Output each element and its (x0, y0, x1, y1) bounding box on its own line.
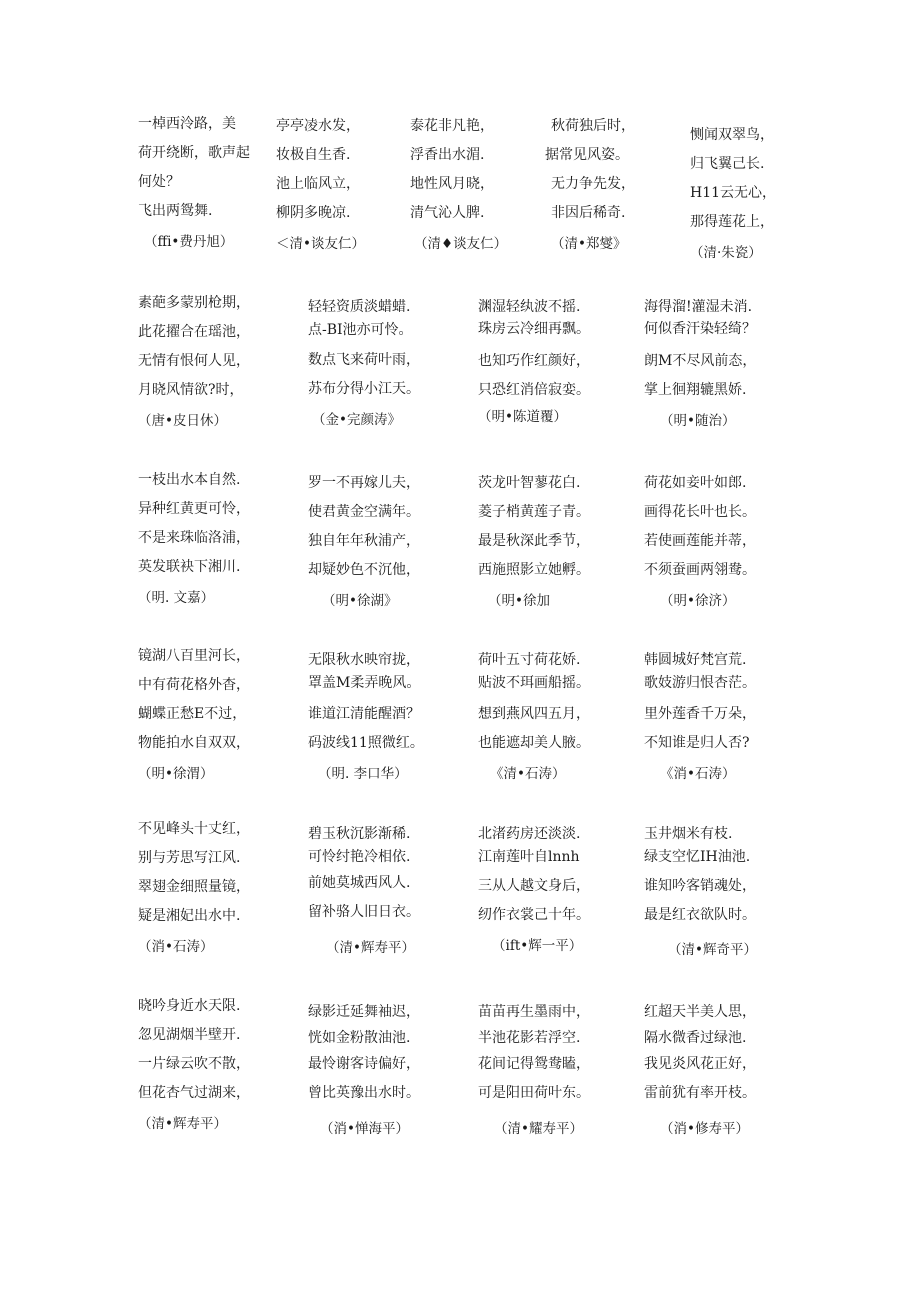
poem-line: 恍如金粉散油池. (308, 1030, 411, 1046)
poem-block (644, 824, 757, 960)
poem-attribution: （清•耀寿平） (494, 1121, 583, 1137)
poem-line: 掌上徊翔辘黑娇. (644, 382, 747, 398)
poem-line: 飞出两鸳舞. (138, 203, 213, 219)
poem-line: 谁知吟客销魂处， (644, 878, 756, 894)
poem-block (644, 650, 756, 784)
poem-line: 雷前犹有率开枝。 (644, 1085, 756, 1101)
poem-line: 地性风月晓， (410, 176, 494, 192)
poem-attribution: （清•辉寿平） (326, 940, 415, 956)
poem-line: 曾比英豫出水时。 (308, 1085, 420, 1101)
poem-line: 也知巧作红颜好， (478, 353, 590, 369)
poem-line: 红超天半美人思， (644, 1004, 756, 1020)
poem-block (308, 824, 420, 958)
poem-line: 荷花如妾叶如郎. (644, 475, 747, 491)
poem-line: 异种红黄更可怜， (138, 501, 250, 517)
poem-block (478, 473, 590, 611)
poem-line: 非因后稀奇. (551, 205, 626, 221)
poem-block (410, 116, 507, 254)
poem-line: 秋荷独后时， (551, 118, 635, 134)
poem-block (644, 1002, 756, 1139)
poem-line: 泰花非凡艳， (410, 118, 494, 134)
poem-attribution: （明•徐加 (488, 593, 550, 609)
poem-line: 何似香汗染轻绮？ (644, 321, 756, 337)
poem-block (478, 1002, 590, 1139)
poem-block (138, 114, 250, 252)
poem-attribution: （消•石涛） (138, 939, 214, 955)
poem-attribution: （明•徐渭） (138, 766, 214, 782)
poem-line: 何处？ (138, 174, 180, 190)
poem-line: 轻轻资质淡蜡蜡. (308, 299, 411, 315)
poem-attribution: 《消•石涛） (660, 766, 736, 782)
poem-line: 菱子梢黄莲子青。 (478, 504, 590, 520)
poem-line: 物能拍水自双双， (138, 735, 250, 751)
poem-line: 据常见风姿。 (545, 147, 629, 163)
poem-line: 归飞翼己长. (690, 156, 765, 172)
poem-line: 里外莲香千万朵， (644, 706, 756, 722)
poem-line: 疑是湘妃出水中. (138, 908, 241, 924)
poem-line: 荷叶五寸荷花娇. (478, 652, 581, 668)
poem-line: 绿影迁延舞袖迟， (308, 1004, 420, 1020)
poem-block (478, 297, 590, 427)
poem-line: 那得莲花上， (690, 214, 774, 230)
poem-line: 亭亭凌水发， (276, 118, 360, 134)
poem-line: 不知谁是归人否? (644, 735, 750, 751)
poem-attribution: （明•徐济） (660, 593, 736, 609)
poem-line: 北渚药房还淡淡. (478, 826, 581, 842)
poem-line: 江南莲叶自lnnh (478, 849, 580, 865)
poem-attribution: （ffi•费丹旭） (144, 234, 234, 250)
poem-line: 隔水微香过绿池. (644, 1030, 747, 1046)
poem-line: 最是秋深此季节， (478, 533, 590, 549)
poem-line: 珠房云冷细再飘。 (478, 321, 590, 337)
poem-line: 一片绿云吹不散， (138, 1056, 250, 1072)
poem-line: H11云无心， (690, 185, 777, 201)
poem-line: 茨龙叶智蓼花白. (478, 475, 581, 491)
poem-line: 碧玉秋沉影渐稀. (308, 826, 411, 842)
poem-attribution: （明•随治） (660, 413, 736, 429)
poem-line: 却疑妙色不沉他， (308, 562, 420, 578)
poem-line: 想到燕风四五月， (478, 706, 590, 722)
poem-line: 柳阴多晚凉. (276, 205, 351, 221)
poem-block (138, 293, 250, 431)
poem-attribution: （清♦谈友仁） (414, 236, 508, 252)
poem-line: 画得花长叶也长。 (644, 504, 756, 520)
poem-line: 不见峰头十丈红， (138, 821, 250, 837)
poem-block (138, 996, 250, 1134)
poem-line: 不是来珠临洛浦， (138, 530, 250, 546)
poem-block (644, 297, 756, 431)
poem-line: 苏布分得小江天。 (308, 381, 420, 397)
poem-line: 使君黄金空满年。 (308, 504, 420, 520)
poem-attribution: （明. 李口华） (318, 766, 408, 782)
poem-line: 无情有恨何人见， (138, 353, 250, 369)
poem-line: 可是阳田荷叶东。 (478, 1085, 590, 1101)
poem-line: 谁道江清能醒酒？ (308, 706, 420, 722)
poem-attribution: 《清•石涛） (490, 766, 566, 782)
poem-block (308, 650, 424, 784)
poem-line: 忽见湖烟半壁开. (138, 1027, 241, 1043)
poem-block (138, 819, 250, 957)
poem-line: 玉井烟米有枝. (644, 826, 733, 842)
poem-line: 渊湿轻纨波不摇. (478, 299, 581, 315)
poem-line: 此花擢合在瑶池， (138, 324, 250, 340)
poem-line: 花间记得鸳鸯瞌， (478, 1056, 590, 1072)
poem-attribution: （清•辉奇平） (668, 942, 757, 958)
poem-block (308, 1002, 420, 1139)
poem-line: 无力争先发， (551, 176, 635, 192)
poem-line: 半池花影若浮空. (478, 1030, 581, 1046)
poem-line: 海得溜!灌湿未消. (644, 299, 753, 315)
poem-line: 月晓风情欲?时， (138, 382, 244, 398)
poem-line: 中有荷花格外杳， (138, 677, 250, 693)
poem-line: 苗苗再生墨雨中， (478, 1004, 590, 1020)
poem-attribution: （ift•辉一平） (492, 938, 583, 954)
poem-line: 也能遮却美人腋。 (478, 735, 590, 751)
poem-line: 无限秋水映帘拢， (308, 652, 420, 668)
poem-line: 池上临风立， (276, 176, 360, 192)
poem-line: 罗一不再嫁儿夫， (308, 475, 420, 491)
poem-line: 韩圆城好梵宫荒. (644, 652, 747, 668)
poem-block (690, 125, 776, 263)
poem-line: 最是红衣欲队时。 (644, 907, 756, 923)
poem-block (644, 473, 756, 611)
poem-line: 最怜谢客诗偏好， (308, 1056, 420, 1072)
poem-line: 蝴蝶正愁E不过， (138, 706, 247, 722)
poem-line: 西施照影立她孵。 (478, 562, 590, 578)
poem-attribution: （清•郑燮》 (551, 236, 627, 252)
poem-line: 翠翅金细照量镜， (138, 879, 250, 895)
poem-attribution: （明•徐湖》 (322, 593, 398, 609)
poem-line: 码波线11照微红。 (308, 735, 424, 751)
poem-line: 素葩多蒙别枪期， (138, 295, 250, 311)
poem-attribution: ＜清•谈友仁） (276, 236, 365, 252)
poem-line: 点-BI池亦可怜。 (308, 322, 413, 338)
poem-line: 歌妓游归恨杏茫。 (644, 675, 756, 691)
poem-block (545, 116, 635, 254)
poem-line: 别与芳思写江风. (138, 850, 241, 866)
poem-attribution: （消•修寿平） (660, 1121, 749, 1137)
poem-attribution: （唐•皮日休） (138, 413, 227, 429)
poem-line: 前她莫城西风人. (308, 875, 411, 891)
poem-line: 罩盖M柔弄晚风。 (308, 675, 421, 691)
poem-block (478, 824, 590, 956)
poem-block (276, 116, 365, 254)
poem-attribution: （清•辉寿平） (138, 1116, 227, 1132)
poem-line: 一枝出水本自然. (138, 472, 241, 488)
poem-line: 晓吟身近水天限. (138, 998, 241, 1014)
poem-line: 英发联袂下湘川. (138, 559, 241, 575)
poem-line: 若使画莲能并蒂， (644, 533, 756, 549)
poem-attribution: （消•惮海平） (320, 1121, 409, 1137)
poem-attribution: （明. 文嘉） (138, 590, 215, 606)
poem-line: 绿支空忆IH油池. (644, 849, 751, 865)
poem-line: 朗M不尽风前态， (644, 353, 757, 369)
poem-line: 恻闻双翠鸟， (690, 127, 774, 143)
poem-block (308, 473, 420, 611)
poem-attribution: （金•完颜涛》 (312, 412, 401, 428)
poem-line: 浮香出水湄. (410, 147, 485, 163)
poem-line: 不须蚕画两翎鸯。 (644, 562, 756, 578)
poem-line: 纫作衣裳己十年。 (478, 907, 590, 923)
poem-line: 镜湖八百里河长， (138, 648, 250, 664)
poem-line: 数点飞来荷叶雨， (308, 352, 420, 368)
poem-line: 清气沁人脾. (410, 205, 485, 221)
poem-block (478, 650, 590, 784)
poem-line: 妆极自生香. (276, 147, 351, 163)
poem-block (138, 646, 250, 784)
poem-line: 我见炎风花正好， (644, 1056, 756, 1072)
poem-line: 可怜纣艳冷相依. (308, 849, 411, 865)
poem-line: 三从人越文身后， (478, 878, 590, 894)
poem-line: 荷开绕断，歌声起 (138, 145, 250, 161)
poem-attribution: （明•陈道覆） (478, 409, 567, 425)
poem-line: 只恐红消倍寂娈。 (478, 382, 590, 398)
poem-block (138, 470, 250, 608)
poem-line: 一棹西泠路，美 (138, 116, 236, 132)
poem-attribution: （清·朱瓷） (690, 245, 762, 261)
poem-line: 贴波不珥画船摇。 (478, 675, 590, 691)
poem-line: 但花杏气过湖来， (138, 1085, 250, 1101)
poem-line: 独自年年秋浦产， (308, 533, 420, 549)
poem-block (308, 297, 420, 430)
poem-line: 留补骆人旧日衣。 (308, 904, 420, 920)
